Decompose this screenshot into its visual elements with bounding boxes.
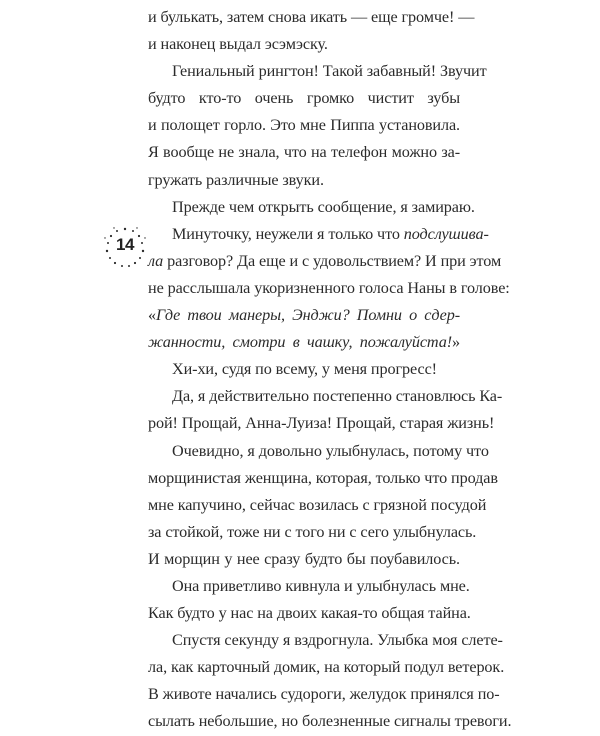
italic-run: Где твои манеры, Энджи? Помни о сдер- <box>156 306 460 325</box>
italic-run: ла <box>148 251 164 270</box>
text-line: и полощет горло. Это мне Пиппа установила. <box>148 116 460 135</box>
body-text <box>148 4 512 736</box>
text-line <box>148 329 460 356</box>
text-line: рой! Прощай, Анна-Луиза! Прощай, старая жизнь! <box>148 414 495 433</box>
text-line: ла, как карточный домик, на который подул ветерок. <box>148 658 505 677</box>
text-run: Минуточку, неужели я только что <box>172 224 404 243</box>
text-run: » <box>452 333 460 352</box>
text-line: Я вообще не знала, что на телефон можно за- <box>148 143 460 162</box>
text-line: В животе начались судороги, желудок принялся по- <box>148 685 500 704</box>
text-line: гружать различные звуки. <box>148 170 324 189</box>
text-line <box>148 302 460 329</box>
italic-run: жанности, смотри в чашку, пожалуйста! <box>148 333 452 352</box>
text-line: Она приветливо кивнула и улыбнулась мне. <box>172 576 470 595</box>
page-number-badge <box>104 226 146 268</box>
text-line: Да, я действительно постепенно становлюсь Ка- <box>172 387 503 406</box>
text-line: морщинистая женщина, которая, только что продав <box>148 468 498 487</box>
text-run: разговор? Да еще и с удовольствием? И при этом <box>163 251 502 270</box>
text-line: Очевидно, я довольно улыбнулась, потому что <box>172 441 489 460</box>
text-line: Прежде чем открыть сообщение, я замираю. <box>172 197 475 216</box>
text-line: мне капучино, сейчас возилась с грязной посудой <box>148 495 487 514</box>
text-run: « <box>148 306 156 325</box>
italic-run: подслушива- <box>403 224 489 243</box>
text-line: не расслышала укоризненного голоса Наны в голове: <box>148 278 510 297</box>
text-line: Как будто у нас на двоих какая-то общая тайна. <box>148 604 471 623</box>
text-line: за стойкой, тоже ни с того ни с сего улыбнулась. <box>148 522 477 541</box>
text-line: и наконец выдал эсэмэску. <box>148 35 328 54</box>
text-line: Хи-хи, судя по всему, у меня прогресс! <box>172 360 437 379</box>
text-line: Гениальный рингтон! Такой забавный! Звучит <box>172 62 487 81</box>
text-line <box>148 221 489 248</box>
text-line: и булькать, затем снова икать — еще громче! — <box>148 8 475 26</box>
text-line: Спустя секунду я вздрогнула. Улыбка моя слете- <box>172 631 503 650</box>
text-line: будто кто-то очень громко чистит зубы <box>148 89 460 108</box>
page-number: 14 <box>116 235 134 254</box>
text-line: сылать небольшие, но болезненные сигналы тревоги. <box>148 712 512 731</box>
text-line: И морщин у нее сразу будто бы поубавилось. <box>148 549 460 568</box>
text-line <box>148 248 502 275</box>
